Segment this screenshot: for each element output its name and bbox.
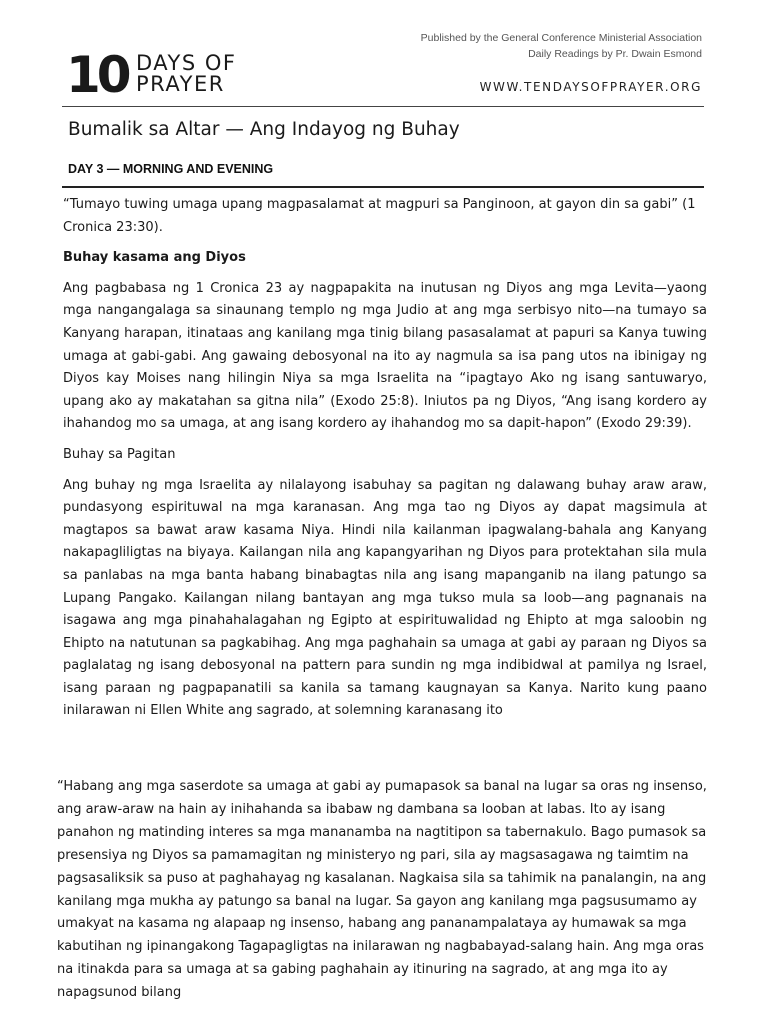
quote-paragraph: “Habang ang mga saserdote sa umaga at gabi ay pumapasok sa banal na lugar sa oras ng insenso, ang araw-araw na hain ay inihahanda sa ibabaw ng dambana sa looban at labas. Ito ay isang panahon ng matinding interes sa mga mananamba na nagtitipon sa tabernakulo. Bago pumasok sa presensiya ng Diyos sa pamamagitan ng ministeryo ng pari, sila ay magsasagawa ng taimtim na pagsasaliksik sa puso at paghahayag ng kasalanan. Nagkaisa sila sa tahimik na panalangin, na ang kanilang mga mukha ay patungo sa banal na lugar. Sa gayon ang kanilang mga pagsusumamo ay umakyat na kasama ng alapaap ng insenso, habang ang pananampalataya ay humawak sa mga kabutihan ng ipinangakong Tagapagligtas na inilarawan ng nagbabayad-salang hain. Ang mga oras na itinakda para sa umaga at sa gabing paghahain ay itinuring na sagrado, at ang mga ito ay napagsunod bilang bbox=[57, 779, 707, 1001]
day-subtitle: DAY 3 — MORNING AND EVENING bbox=[68, 162, 274, 176]
logo-line-prayer: PRAYER bbox=[136, 72, 225, 96]
section-heading-buhay-sa-pagitan: Buhay sa Pagitan bbox=[63, 446, 176, 462]
page-title: Bumalik sa Altar — Ang Indayog ng Buhay bbox=[68, 119, 460, 140]
logo-words bbox=[136, 53, 236, 95]
page-header bbox=[62, 24, 704, 108]
reading-body bbox=[63, 194, 707, 731]
section-paragraph-2: Ang buhay ng mga Israelita ay nilalayong isabuhay sa pagitan ng dalawang buhay araw araw, pundasyong espirituwal na mga karanasan. Ang mga tao ng Diyos ay dapat magsimula at magtapos sa bawat araw kasama Niya. Hindi nila kailanman ipagwalang-bahala ang Kanyang nakapagliligtas na biyaya. Kailangan nila ang kapangyarihan ng Diyos para protektahan sila mula sa panlabas na mga banta habang binabagtas nila ang isang mapanganib na ilang patungo sa Lupang Pangako. Kailangan nilang bantayan ang mga tukso mula sa loob—ang pagnanais na isagawa ang mga pinahahalagahan ng Egipto at espirituwalidad ng Ehipto at mga saloobin ng Ehipto na natutunan sa pagkabihag. Ang mga paghahain sa umaga at gabi ay paraan ng Diyos sa paglalatag ng isang debosyonal na pattern para sundin ng mga indibidwal at pamilya ng Israel, isang paraan ng pagpapanatili sa kanila sa tamang kaugnayan sa Kanya. Narito kung paano inilarawan ni Ellen White ang sagrado, at solemning karanasang ito bbox=[63, 477, 707, 719]
intro-scripture-quote: “Tumayo tuwing umaga upang magpasalamat at magpuri sa Panginoon, at gayon din sa gabi” (1 Cronica 23:30). bbox=[63, 197, 696, 235]
logo-number: 10 bbox=[66, 46, 128, 104]
readings-author-line: Daily Readings by Pr. Dwain Esmond bbox=[528, 48, 702, 60]
header-divider bbox=[62, 106, 704, 107]
title-divider bbox=[62, 186, 704, 188]
section-paragraph-1: Ang pagbabasa ng 1 Cronica 23 ay nagpapakita na inutusan ng Diyos ang mga Levita—yaong mga nangangalaga sa sinaunang templo ng mga Judio at ang mga serbisyo nito—na tumayo sa Kanyang harapan, itinataas ang kanilang mga tinig bilang pasasalamat at papuri sa Kanya tuwing umaga at gabi-gabi. Ang gawaing debosyonal na ito ay nagmula sa isa pang utos na ibinigay ng Diyos kay Moises nang hilingin Niya sa mga Israelita na “ipagtayo Ako ng isang santuwaryo, upang ako ay makatahan sa gitna nila” (Exodo 25:8). Iniutos pa ng Diyos, “Ang isang kordero ay ihahandog mo sa umaga, at ang isang kordero ay ihahandog mo sa dapit-hapon” (Exodo 29:39). bbox=[63, 280, 707, 432]
section-heading-buhay-kasama-ang-diyos: Buhay kasama ang Diyos bbox=[63, 250, 246, 266]
publisher-credits bbox=[421, 30, 702, 62]
website-url: WWW.TENDAYSOFPRAYER.ORG bbox=[479, 80, 702, 94]
ellen-white-quote bbox=[57, 776, 713, 1005]
logo-line-days-of: DAYS OF bbox=[136, 51, 237, 75]
publisher-line: Published by the General Conference Ministerial Association bbox=[420, 32, 702, 44]
